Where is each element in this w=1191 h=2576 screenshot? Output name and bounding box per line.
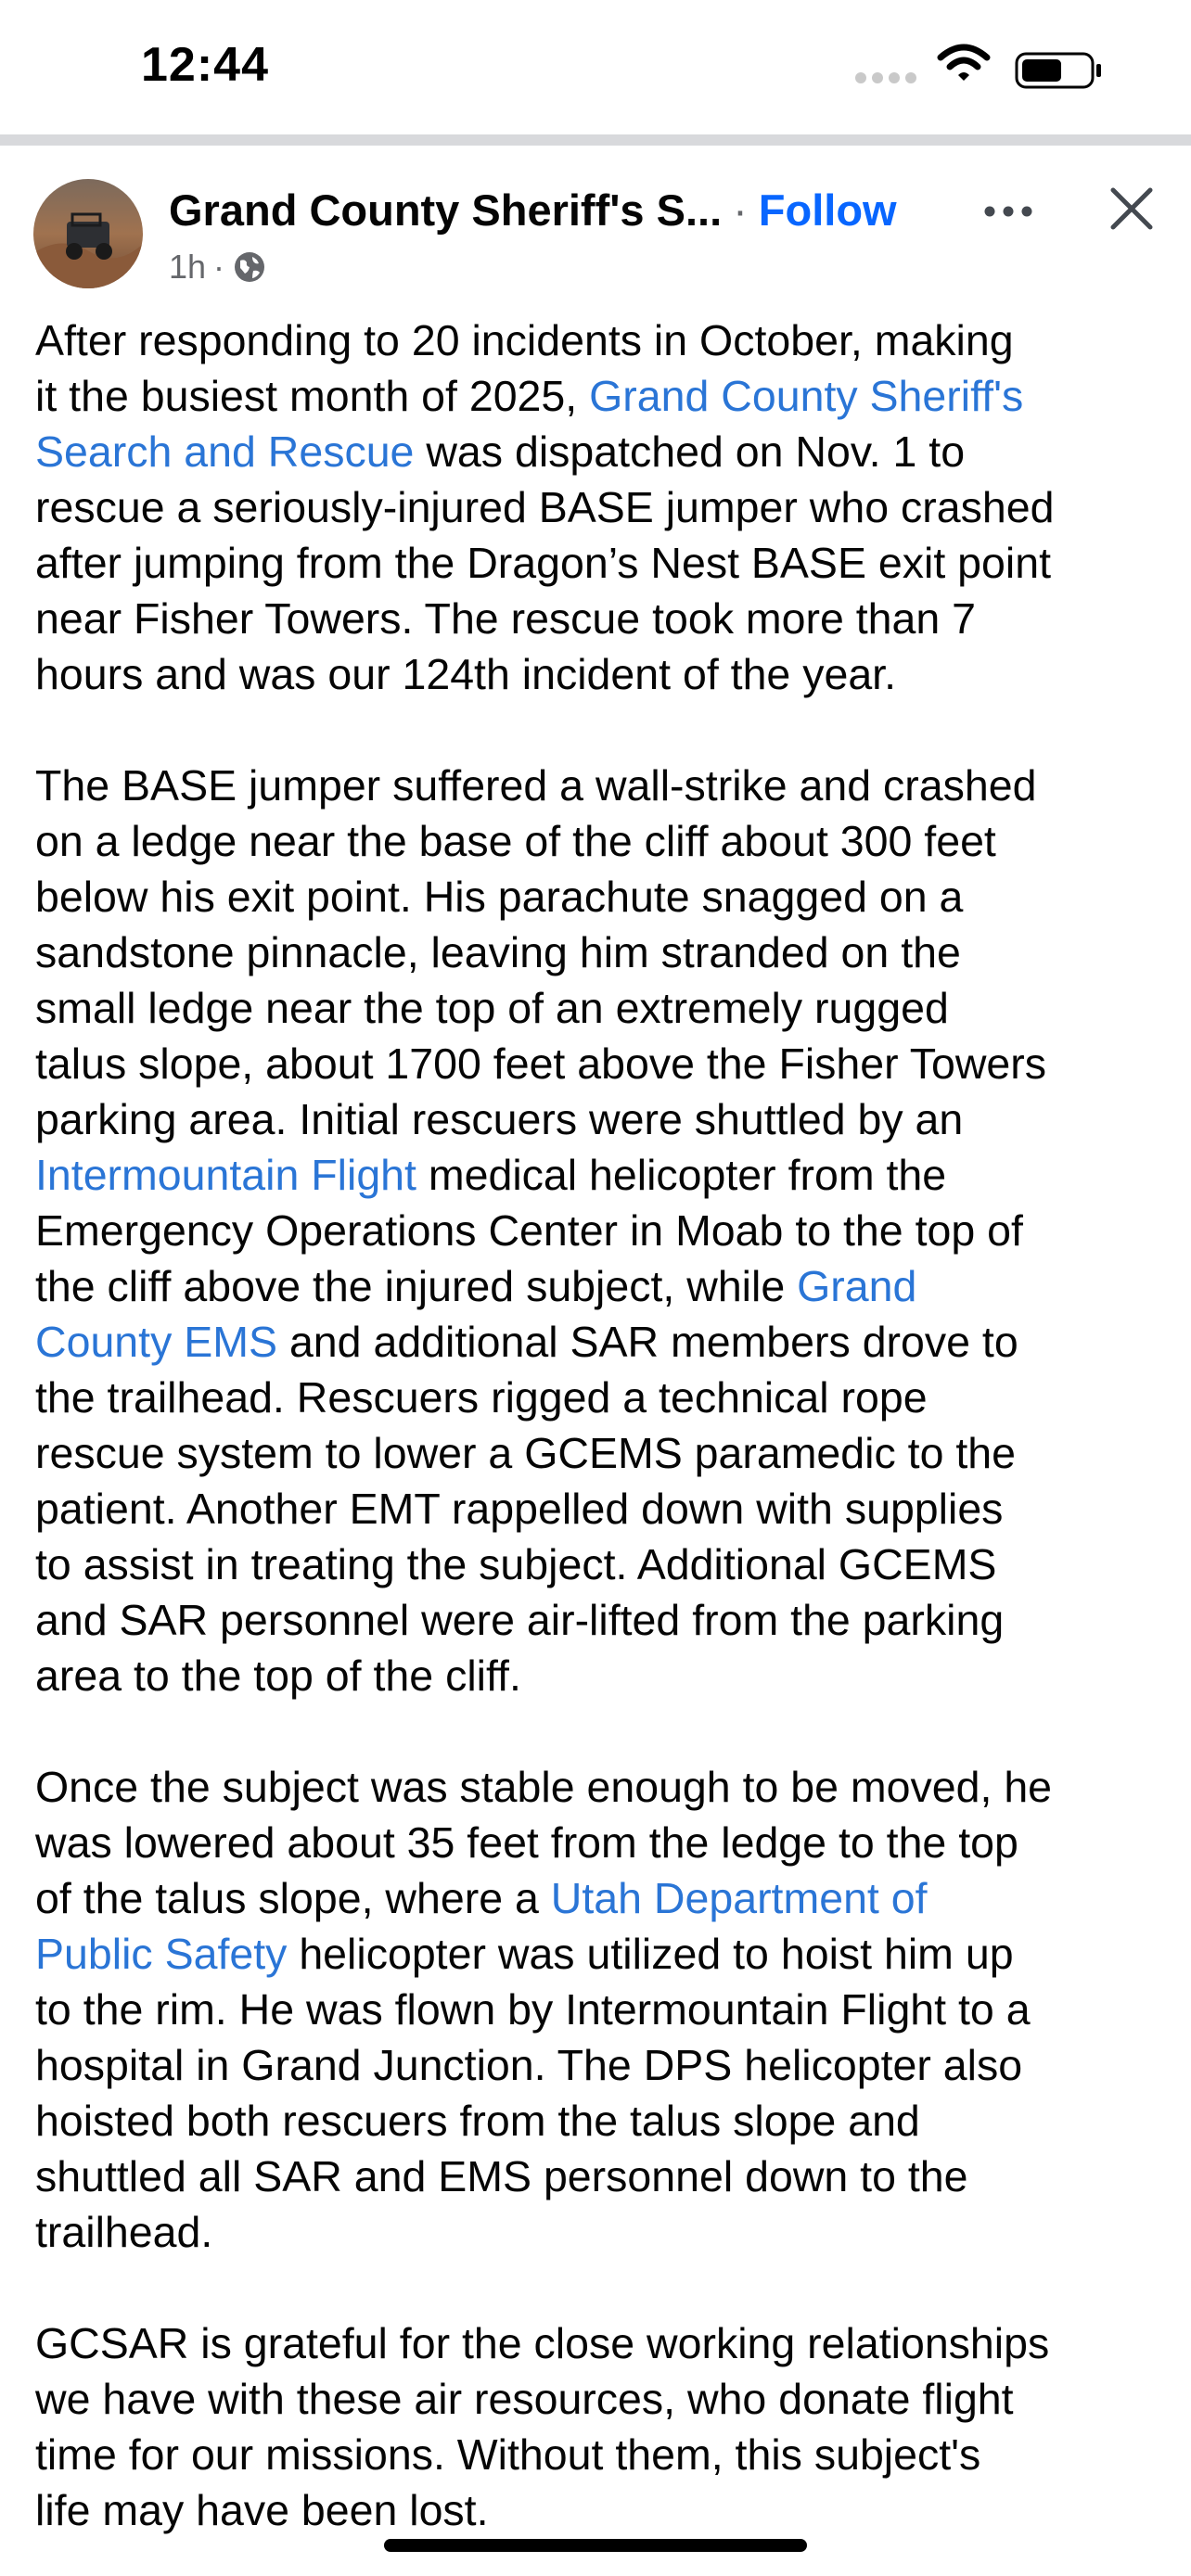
post-time[interactable]: 1h bbox=[169, 248, 207, 286]
battery-icon bbox=[1015, 52, 1104, 89]
post-paragraph-4: GCSAR is grateful for the close working relationships we have with these air resources, who donate flight time for our missions. Without them, this subject's life may have been lost. bbox=[35, 2319, 1050, 2534]
wifi-icon bbox=[937, 43, 991, 83]
page-avatar[interactable] bbox=[33, 179, 143, 288]
post-paragraph-1: After responding to 20 incidents in October, making it the busiest month of 2025, Grand County Sheriff's Search and Rescue was dispatched on Nov. 1 to rescue a seriously-injured BASE jumper who crashed after jumping from the Dragon’s Nest BASE exit point near Fisher Towers. The rescue took more than 7 hours and was our 124th incident of the year. bbox=[35, 316, 1055, 698]
link-intermountain-flight[interactable]: Intermountain Flight bbox=[35, 1151, 416, 1199]
status-bar bbox=[0, 0, 1191, 134]
cellular-signal-icon bbox=[855, 72, 916, 83]
link-grand-county-ems[interactable]: Grand County EMS bbox=[35, 1262, 917, 1366]
status-time: 12:44 bbox=[141, 38, 269, 92]
link-grand-county-sheriffs-sar[interactable]: Grand County Sheriff's Search and Rescue bbox=[35, 372, 1024, 476]
post-meta bbox=[169, 248, 267, 287]
post-paragraph-3: Once the subject was stable enough to be moved, he was lowered about 35 feet from the ledge to the top of the talus slope, where a Utah Department of Public Safety helicopter was utilized to hoist him up to the rim. He was flown by Intermountain Flight to a hospital in Grand Junction. The DPS helicopter also hoisted both rescuers from the talus slope and shuttled all SAR and EMS personnel down to the trailhead. bbox=[35, 1763, 1053, 2256]
more-icon[interactable] bbox=[981, 199, 1035, 223]
header-separator: · bbox=[733, 185, 748, 235]
header-line bbox=[169, 185, 897, 236]
globe-icon bbox=[232, 249, 267, 285]
link-utah-dps[interactable]: Utah Department of Public Safety bbox=[35, 1874, 928, 1978]
top-divider bbox=[0, 134, 1191, 146]
page-name[interactable]: Grand County Sheriff's S... bbox=[169, 185, 723, 235]
home-indicator[interactable] bbox=[384, 2539, 807, 2552]
follow-button[interactable]: Follow bbox=[758, 185, 897, 235]
post-header bbox=[0, 146, 1191, 303]
post-paragraph-2: The BASE jumper suffered a wall-strike and crashed on a ledge near the base of the cliff about 300 feet below his exit point. His parachute snagged on a sandstone pinnacle, leaving him stranded on the small ledge near the top of an extremely rugged talus slope, about 1700 feet above the Fisher Towers parking area. Initial rescuers were shuttled by an Intermountain Flight medical helicopter from the Emergency Operations Center in Moab to the top of the cliff above the injured subject, while Grand County EMS and additional SAR members drove to the trailhead. Rescuers rigged a technical rope rescue system to lower a GCEMS paramedic to the patient. Another EMT rappelled down with supplies to assist in treating the subject. Additional GCEMS and SAR personnel were air-lifted from the parking area to the top of the cliff. bbox=[35, 761, 1047, 1700]
meta-separator: · bbox=[213, 248, 225, 286]
post-body bbox=[35, 312, 1167, 2576]
close-icon[interactable] bbox=[1109, 186, 1154, 231]
